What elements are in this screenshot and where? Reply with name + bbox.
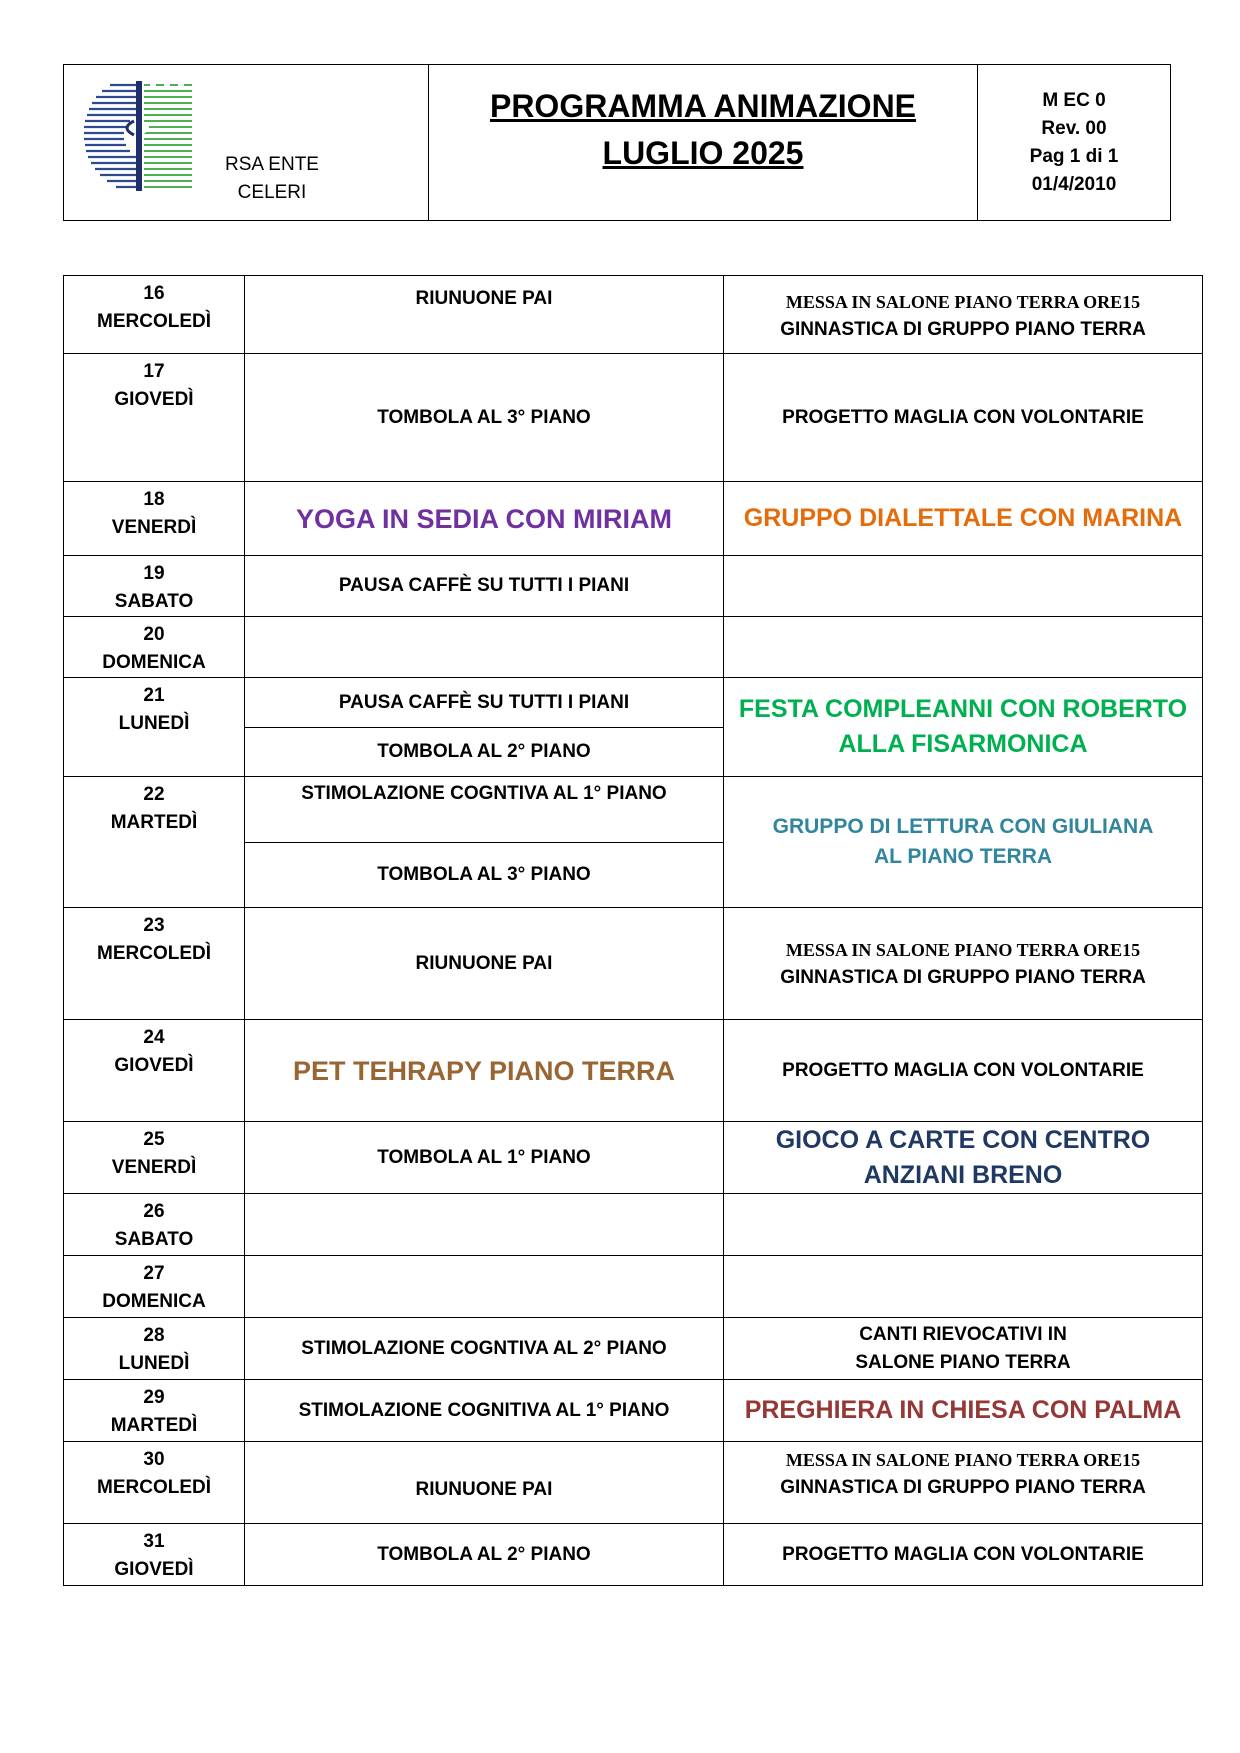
- table-row: [64, 1380, 1203, 1442]
- table-row: [64, 556, 1203, 617]
- day-number: 24: [143, 1027, 165, 1048]
- schedule-table: [63, 275, 1203, 1586]
- activity-text: CANTI RIEVOCATIVI IN: [859, 1323, 1067, 1345]
- header-title-cell: [429, 65, 978, 220]
- day-number: 29: [143, 1387, 165, 1408]
- activity-text: TOMBOLA AL 2° PIANO: [377, 1543, 591, 1565]
- day-cell: [64, 777, 245, 908]
- table-row: [64, 276, 1203, 354]
- day-name: MERCOLEDÌ: [97, 1477, 211, 1498]
- table-row: [64, 1020, 1203, 1122]
- day-cell: [64, 1256, 245, 1318]
- table-row: [64, 1256, 1203, 1318]
- activity-text: TOMBOLA AL 2° PIANO: [377, 741, 591, 762]
- day-name: GIOVEDÌ: [114, 1055, 194, 1076]
- day-cell: [64, 354, 245, 482]
- activity-cell: [724, 678, 1203, 777]
- doc-date: 01/4/2010: [1031, 173, 1117, 195]
- day-name: DOMENICA: [102, 652, 206, 673]
- activity-cell: [245, 1318, 724, 1380]
- title-line-1: PROGRAMMA ANIMAZIONE: [489, 88, 917, 124]
- activity-cell: [245, 482, 724, 556]
- day-name: LUNEDÌ: [118, 1353, 190, 1374]
- day-cell: [64, 556, 245, 617]
- day-cell: [64, 1122, 245, 1194]
- activity-text: GINNASTICA DI GRUPPO PIANO TERRA: [780, 1477, 1146, 1498]
- activity-cell: [724, 1194, 1203, 1256]
- title-line-2: LUGLIO 2025: [602, 135, 804, 171]
- day-name: MERCOLEDÌ: [97, 943, 211, 964]
- doc-code: M EC 0: [1042, 89, 1106, 111]
- activity-cell: [245, 777, 724, 843]
- activity-text: FESTA COMPLEANNI CON ROBERTO: [738, 695, 1188, 723]
- activity-text: RIUNUONE PAI: [415, 952, 553, 974]
- activity-text: PROGETTO MAGLIA CON VOLONTARIE: [782, 1543, 1144, 1565]
- revision: Rev. 00: [1041, 117, 1107, 139]
- activity-text: PAUSA CAFFÈ SU TUTTI I PIANI: [338, 575, 630, 596]
- activity-cell: [724, 617, 1203, 678]
- day-cell: [64, 1442, 245, 1524]
- day-cell: [64, 617, 245, 678]
- activity-text: GRUPPO DI LETTURA CON GIULIANA: [772, 815, 1154, 838]
- activity-text: RIUNUONE PAI: [415, 288, 553, 309]
- day-number: 23: [143, 915, 165, 936]
- activity-cell: [724, 1020, 1203, 1122]
- activity-cell: [245, 1194, 724, 1256]
- activity-cell: [724, 482, 1203, 556]
- activity-cell: [245, 1524, 724, 1586]
- activity-cell: [724, 556, 1203, 617]
- table-row: [64, 1524, 1203, 1586]
- day-number: 26: [143, 1201, 165, 1222]
- activity-text: TOMBOLA AL 1° PIANO: [377, 1146, 591, 1168]
- activity-cell: [724, 1524, 1203, 1586]
- day-number: 18: [143, 489, 165, 510]
- activity-cell: [245, 354, 724, 482]
- activity-cell: [245, 728, 724, 777]
- day-cell: [64, 276, 245, 354]
- activity-cell: [245, 276, 724, 354]
- day-name: LUNEDÌ: [118, 713, 190, 734]
- day-cell: [64, 908, 245, 1020]
- activity-text: PREGHIERA IN CHIESA CON PALMA: [744, 1396, 1182, 1424]
- activity-text: MESSA IN SALONE PIANO TERRA ORE15: [785, 292, 1141, 312]
- day-name: MARTEDÌ: [110, 812, 198, 833]
- activity-text: PET TEHRAPY PIANO TERRA: [292, 1055, 676, 1086]
- table-row: [64, 1442, 1203, 1524]
- day-name: GIOVEDÌ: [114, 1559, 194, 1580]
- activity-text: PAUSA CAFFÈ SU TUTTI I PIANI: [338, 691, 630, 713]
- activity-cell: [724, 1318, 1203, 1380]
- day-name: VENERDÌ: [111, 1157, 197, 1178]
- day-cell: [64, 678, 245, 777]
- activity-text: ALLA FISARMONICA: [838, 730, 1088, 758]
- day-number: 27: [143, 1263, 165, 1284]
- header-meta-cell: [978, 65, 1170, 220]
- day-number: 16: [143, 283, 165, 304]
- day-cell: [64, 1524, 245, 1586]
- activity-text: GIOCO A CARTE CON CENTRO: [775, 1125, 1151, 1154]
- activity-text: STIMOLAZIONE COGNTIVA AL 2° PIANO: [301, 1337, 667, 1359]
- activity-text: GINNASTICA DI GRUPPO PIANO TERRA: [780, 319, 1146, 340]
- day-name: SABATO: [114, 591, 194, 612]
- day-number: 21: [143, 685, 165, 706]
- activity-cell: [245, 1122, 724, 1194]
- activity-cell: [724, 777, 1203, 908]
- activity-cell: [245, 843, 724, 908]
- table-row: [64, 1318, 1203, 1380]
- activity-cell: [245, 556, 724, 617]
- activity-cell: [245, 1380, 724, 1442]
- activity-cell: [724, 908, 1203, 1020]
- day-name: GIOVEDÌ: [114, 389, 194, 410]
- table-row: [64, 678, 1203, 728]
- day-cell: [64, 1020, 245, 1122]
- org-line-1: RSA ENTE: [225, 154, 319, 175]
- day-cell: [64, 1318, 245, 1380]
- activity-text: YOGA IN SEDIA CON MIRIAM: [295, 503, 672, 534]
- day-name: DOMENICA: [102, 1291, 206, 1312]
- day-name: MARTEDÌ: [110, 1415, 198, 1436]
- day-number: 19: [143, 563, 165, 584]
- day-name: MERCOLEDÌ: [97, 311, 211, 332]
- activity-text: SALONE PIANO TERRA: [855, 1351, 1071, 1373]
- day-name: VENERDÌ: [111, 517, 197, 538]
- day-number: 30: [143, 1449, 165, 1470]
- activity-text: STIMOLAZIONE COGNTIVA AL 1° PIANO: [301, 783, 667, 804]
- document-title: [429, 83, 977, 177]
- activity-cell: [724, 276, 1203, 354]
- document-header: [63, 64, 1171, 221]
- activity-text: GRUPPO DIALETTALE CON MARINA: [743, 504, 1183, 532]
- activity-cell: [724, 1380, 1203, 1442]
- activity-text: MESSA IN SALONE PIANO TERRA ORE15: [785, 1450, 1141, 1470]
- activity-text: GINNASTICA DI GRUPPO PIANO TERRA: [780, 967, 1146, 988]
- table-row: [64, 482, 1203, 556]
- activity-cell: [245, 617, 724, 678]
- activity-cell: [724, 1442, 1203, 1524]
- page-number: Pag 1 di 1: [1029, 145, 1119, 167]
- day-cell: [64, 1380, 245, 1442]
- activity-cell: [245, 1256, 724, 1318]
- activity-text: PROGETTO MAGLIA CON VOLONTARIE: [782, 1059, 1144, 1081]
- organization-name: [212, 151, 332, 207]
- header-logo-cell: [64, 65, 429, 220]
- activity-text: TOMBOLA AL 3° PIANO: [377, 864, 591, 885]
- table-row: [64, 777, 1203, 843]
- day-number: 31: [143, 1531, 165, 1552]
- table-row: [64, 617, 1203, 678]
- day-number: 17: [143, 361, 165, 382]
- activity-text: MESSA IN SALONE PIANO TERRA ORE15: [785, 940, 1141, 960]
- activity-cell: [724, 1256, 1203, 1318]
- activity-cell: [245, 678, 724, 728]
- activity-cell: [245, 1020, 724, 1122]
- activity-cell: [245, 908, 724, 1020]
- table-row: [64, 354, 1203, 482]
- activity-cell: [724, 354, 1203, 482]
- activity-text: PROGETTO MAGLIA CON VOLONTARIE: [782, 406, 1144, 428]
- activity-text: AL PIANO TERRA: [873, 845, 1053, 868]
- day-name: SABATO: [114, 1229, 194, 1250]
- table-row: [64, 908, 1203, 1020]
- rsa-logo-icon: [80, 77, 205, 195]
- table-row: [64, 1122, 1203, 1194]
- activity-cell: [245, 1442, 724, 1524]
- day-cell: [64, 482, 245, 556]
- activity-text: TOMBOLA AL 3° PIANO: [377, 406, 591, 428]
- table-row: [64, 1194, 1203, 1256]
- activity-cell: [724, 1122, 1203, 1194]
- day-number: 22: [143, 784, 165, 805]
- activity-text: RIUNUONE PAI: [415, 1478, 553, 1500]
- activity-text: ANZIANI BRENO: [863, 1160, 1063, 1189]
- activity-text: STIMOLAZIONE COGNITIVA AL 1° PIANO: [298, 1399, 670, 1421]
- day-number: 20: [143, 624, 165, 645]
- day-cell: [64, 1194, 245, 1256]
- day-number: 25: [143, 1129, 165, 1150]
- org-line-2: CELERI: [237, 182, 307, 203]
- day-number: 28: [143, 1325, 165, 1346]
